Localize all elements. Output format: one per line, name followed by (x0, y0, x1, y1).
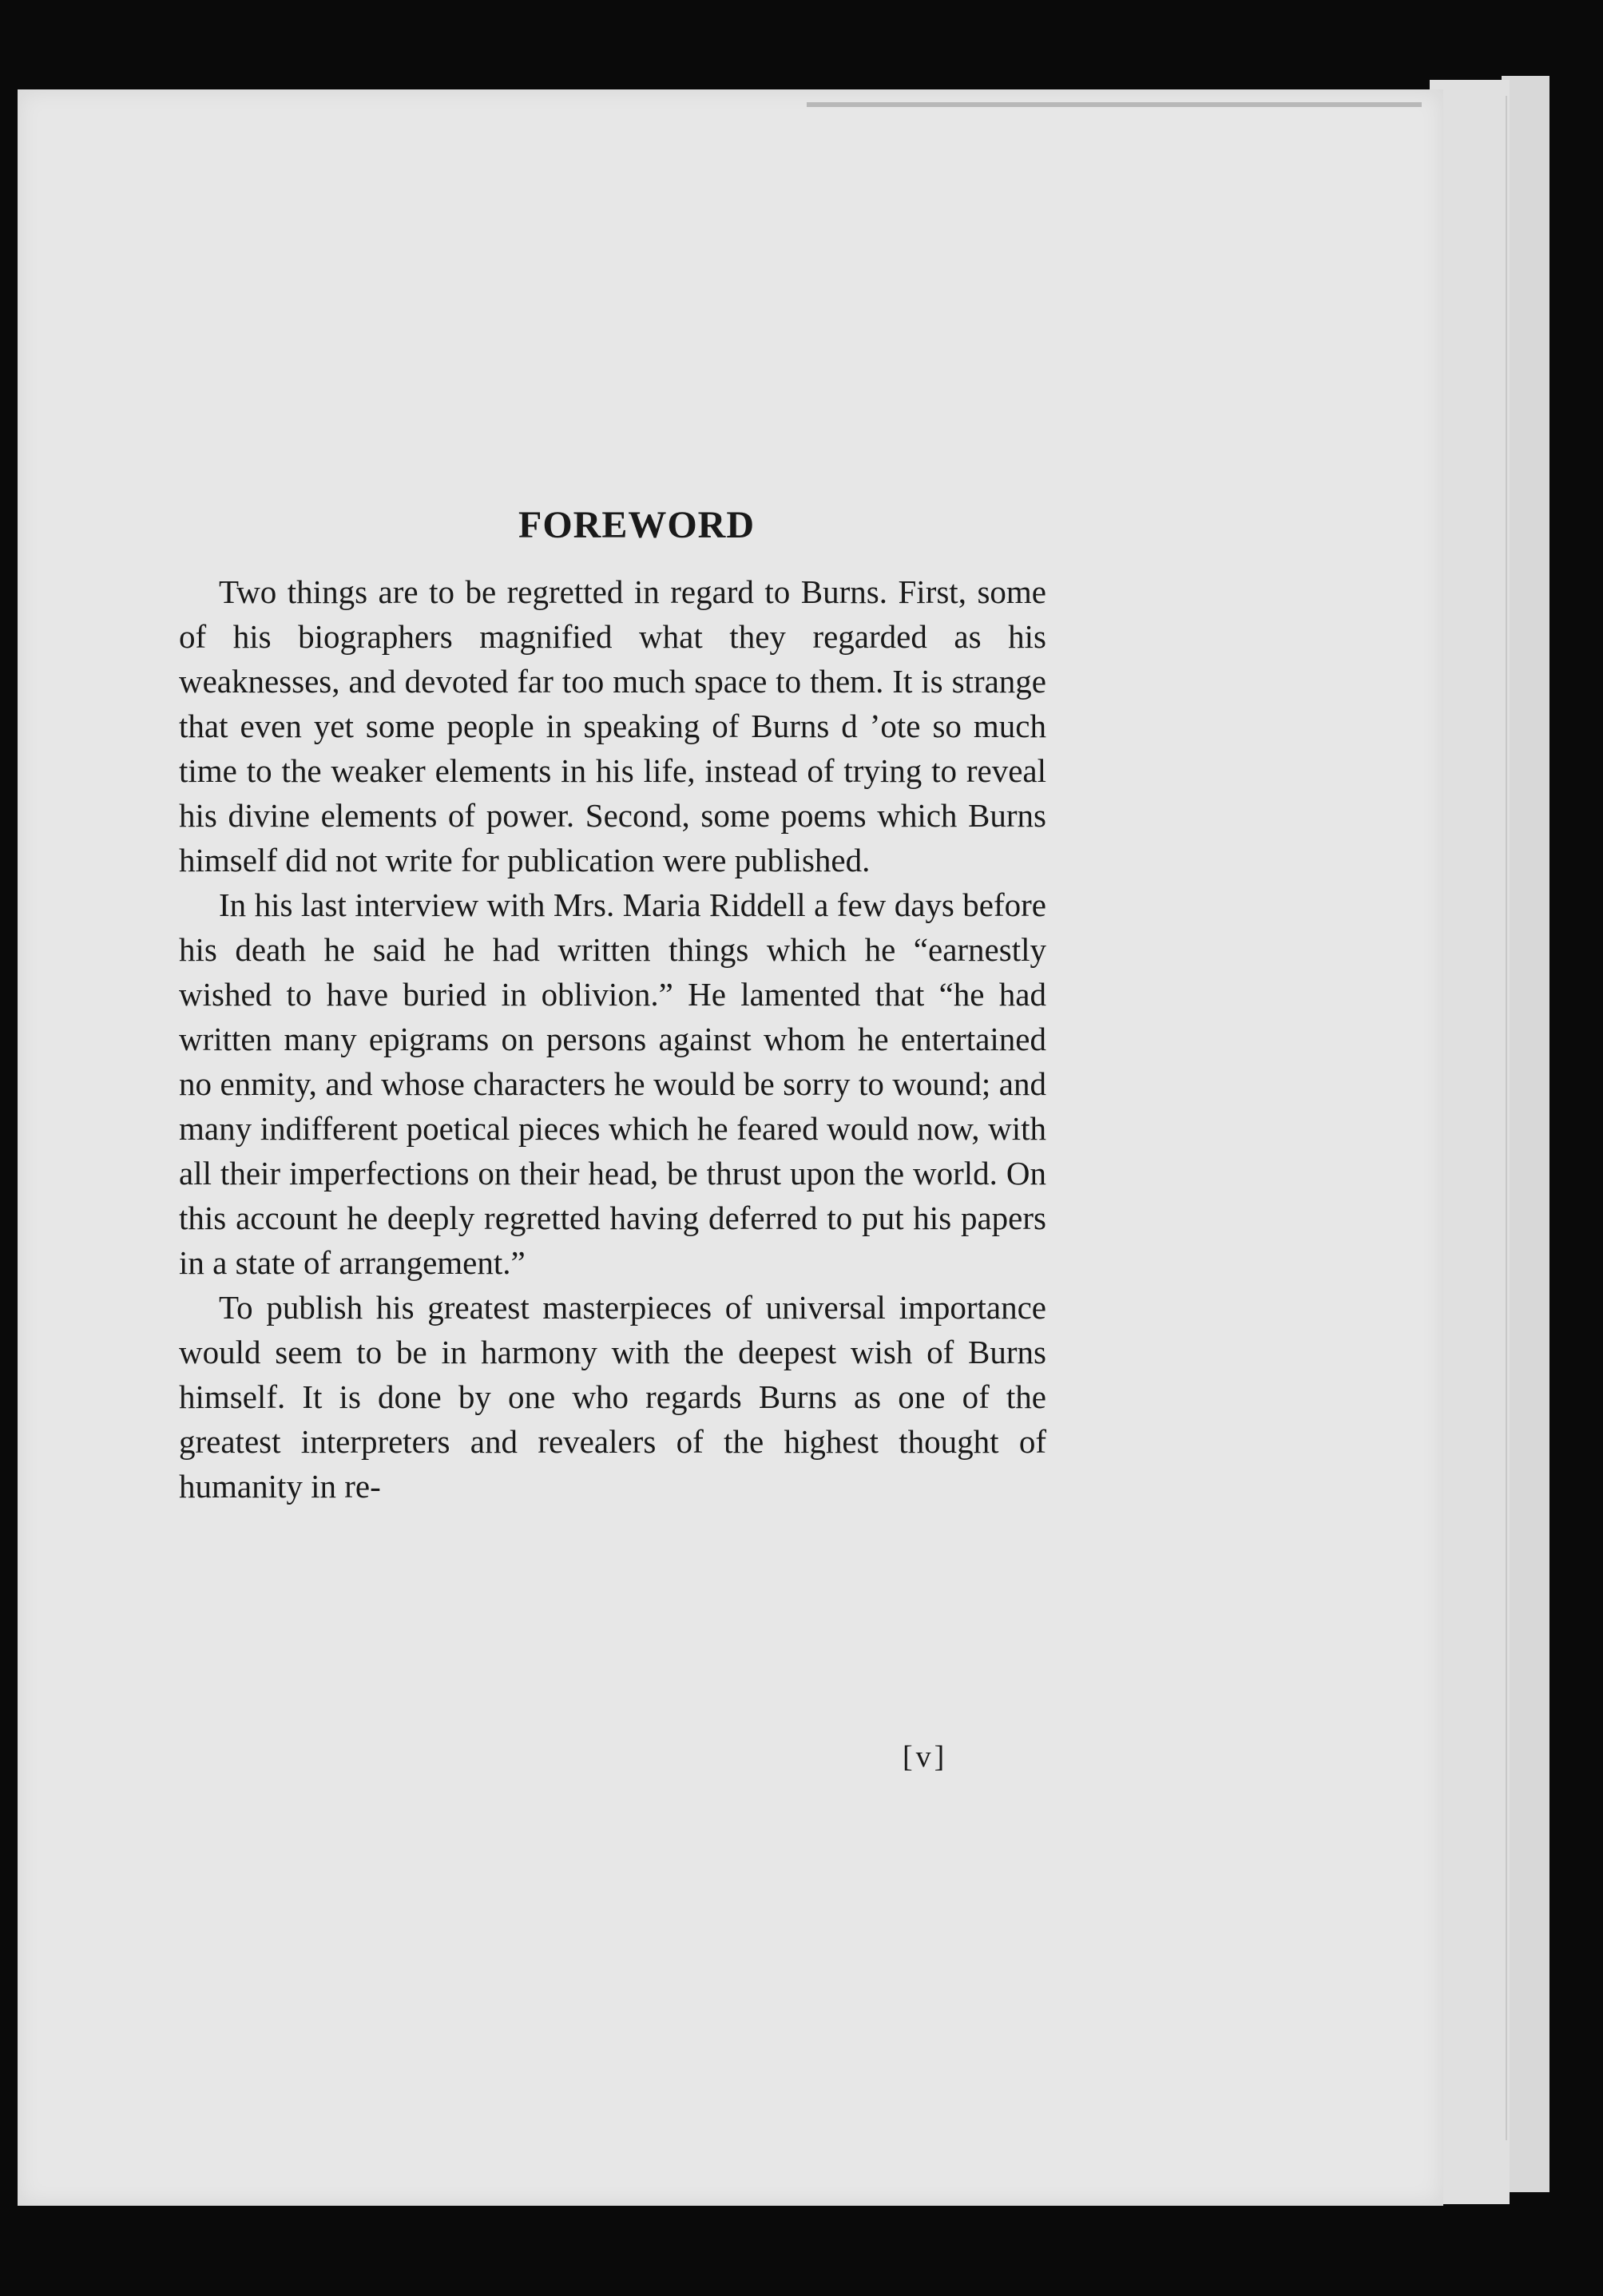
page-title: FOREWORD (518, 504, 755, 546)
paragraph-3: To publish his greatest masterpieces of universal importance would seem to be in harmony with the deepest wish of Burns himself. It is done by one who regards Burns as one of the greatest interpreters and revealers of the highest thought of humanity in re- (179, 1289, 1046, 1505)
foreword-text-block (179, 503, 1046, 1509)
page-top-edge-shadow (807, 102, 1422, 107)
paragraph-2: In his last interview with Mrs. Maria Riddell a few days before his death he said he had written things which he “earnestly wished to have buried in oblivion.” He lamented that “he had written many epigrams on persons against whom he entertained no enmity, and whose characters he would be sorry to wound; and many indifferent poetical pieces which he feared would now, with all their imperfections on their head, be thrust upon the world. On this account he deeply regretted having deferred to put his papers in a state of arrangement.” (179, 886, 1046, 1281)
page-number: [v] (903, 1740, 948, 1774)
paragraph-1: Two things are to be regretted in regard to Burns. First, some of his biographers magnified what they regarded as his weaknesses, and devoted far too much space to them. It is strange that even yet some people in speaking of Burns d ʼote so much time to the weaker elements in his life, instead of trying to reveal his divine elements of power. Second, some poems which Burns himself did not write for publication were published. (179, 573, 1046, 878)
page-edge-line (1506, 96, 1507, 2140)
